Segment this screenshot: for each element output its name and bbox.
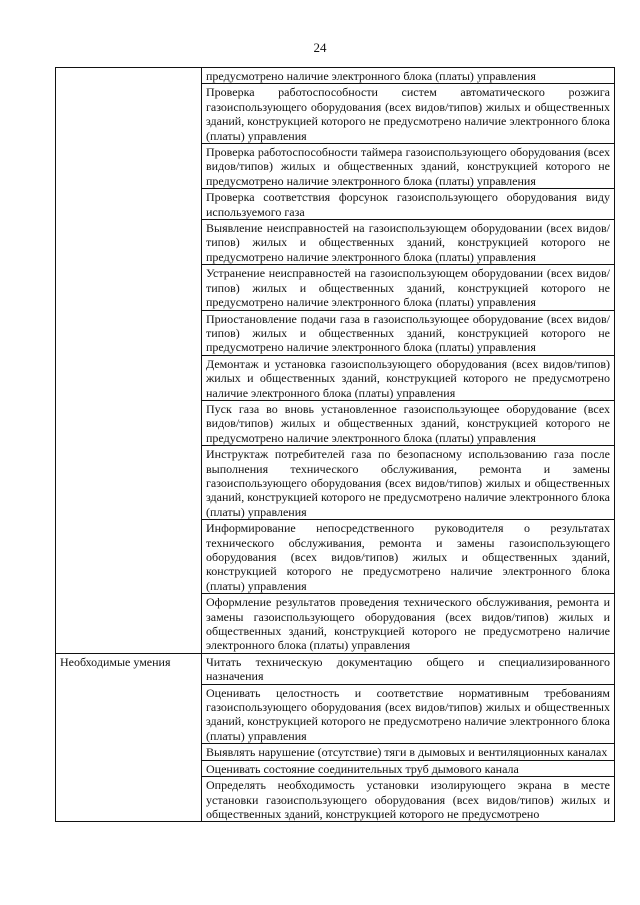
row-text-cell: Проверка соответствия форсунок газоиспользующего оборудования виду используемого газа <box>202 189 615 220</box>
table-row <box>56 68 615 84</box>
row-text-cell: Выявлять нарушение (отсутствие) тяги в дымовых и вентиляционных каналах <box>202 744 615 760</box>
row-text-cell: Оценивать состояние соединительных труб дымового канала <box>202 760 615 776</box>
row-text-cell: Читать техническую документацию общего и специализированного назначения <box>202 653 615 684</box>
row-text-cell: Инструктаж потребителей газа по безопасному использованию газа после выполнения технического обслуживания, ремонта и замены газоиспользующего оборудования (всех видов/типов) жилых и общественных зданий, конструкцией которого не предусмотрено наличие электронного блока (платы) управления <box>202 446 615 520</box>
section-label-skills: Необходимые умения <box>56 653 202 821</box>
row-text-cell: Устранение неисправностей на газоиспользующем оборудовании (всех видов/типов) жилых и общественных зданий, конструкцией которого не предусмотрено наличие электронного блока (платы) управления <box>202 265 615 310</box>
row-text-cell: Демонтаж и установка газоиспользующего оборудования (всех видов/типов) жилых и общественных зданий, конструкцией которого не предусмотрено наличие электронного блока (платы) управления <box>202 355 615 400</box>
row-label-cell <box>56 68 202 654</box>
row-text-cell: Оценивать целостность и соответствие нормативным требованиям газоиспользующего оборудования (всех видов/типов) жилых и общественных зданий, конструкцией которого не предусмотрено наличие электронного блока (платы) управления <box>202 684 615 744</box>
row-text-cell: Пуск газа во вновь установленное газоиспользующее оборудование (всех видов/типов) жилых и общественных зданий, конструкцией которого не предусмотрено наличие электронного блока (платы) управления <box>202 400 615 445</box>
competency-table <box>55 67 615 822</box>
row-text-cell: Проверка работоспособности таймера газоиспользующего оборудования (всех видов/типов) жилых и общественных зданий, конструкцией которого не предусмотрено наличие электронного блока (платы) управления <box>202 144 615 189</box>
row-text-cell: Приостановление подачи газа в газоиспользующее оборудование (всех видов/типов) жилых и общественных зданий, конструкцией которого не предусмотрено наличие электронного блока (платы) управления <box>202 310 615 355</box>
row-text-cell: Определять необходимость установки изолирующего экрана в месте установки газоиспользующего оборудования (всех видов/типов) жилых и общественных зданий, конструкцией которого не предусмотрено <box>202 777 615 822</box>
page-number: 24 <box>313 40 327 55</box>
row-text-cell: Оформление результатов проведения технического обслуживания, ремонта и замены газоиспользующего оборудования (всех видов/типов) жилых и общественных зданий, конструкцией которого не предусмотрено наличие электронного блока (платы) управления <box>202 594 615 654</box>
row-text-cell: предусмотрено наличие электронного блока (платы) управления <box>202 68 615 84</box>
table-row <box>56 653 615 684</box>
row-text-cell: Информирование непосредственного руководителя о результатах технического обслуживания, ремонта и замены газоиспользующего оборудования (всех видов/типов) жилых и общественных зданий, конструкцией которого не предусмотрено наличие электронного блока (платы) управления <box>202 520 615 594</box>
row-text-cell: Проверка работоспособности систем автоматического розжига газоиспользующего оборудования (всех видов/типов) жилых и общественных зданий, конструкцией которого не предусмотрено наличие электронного блока (платы) управления <box>202 84 615 144</box>
row-text-cell: Выявление неисправностей на газоиспользующем оборудовании (всех видов/типов) жилых и общественных зданий, конструкцией которого не предусмотрено наличие электронного блока (платы) управления <box>202 220 615 265</box>
